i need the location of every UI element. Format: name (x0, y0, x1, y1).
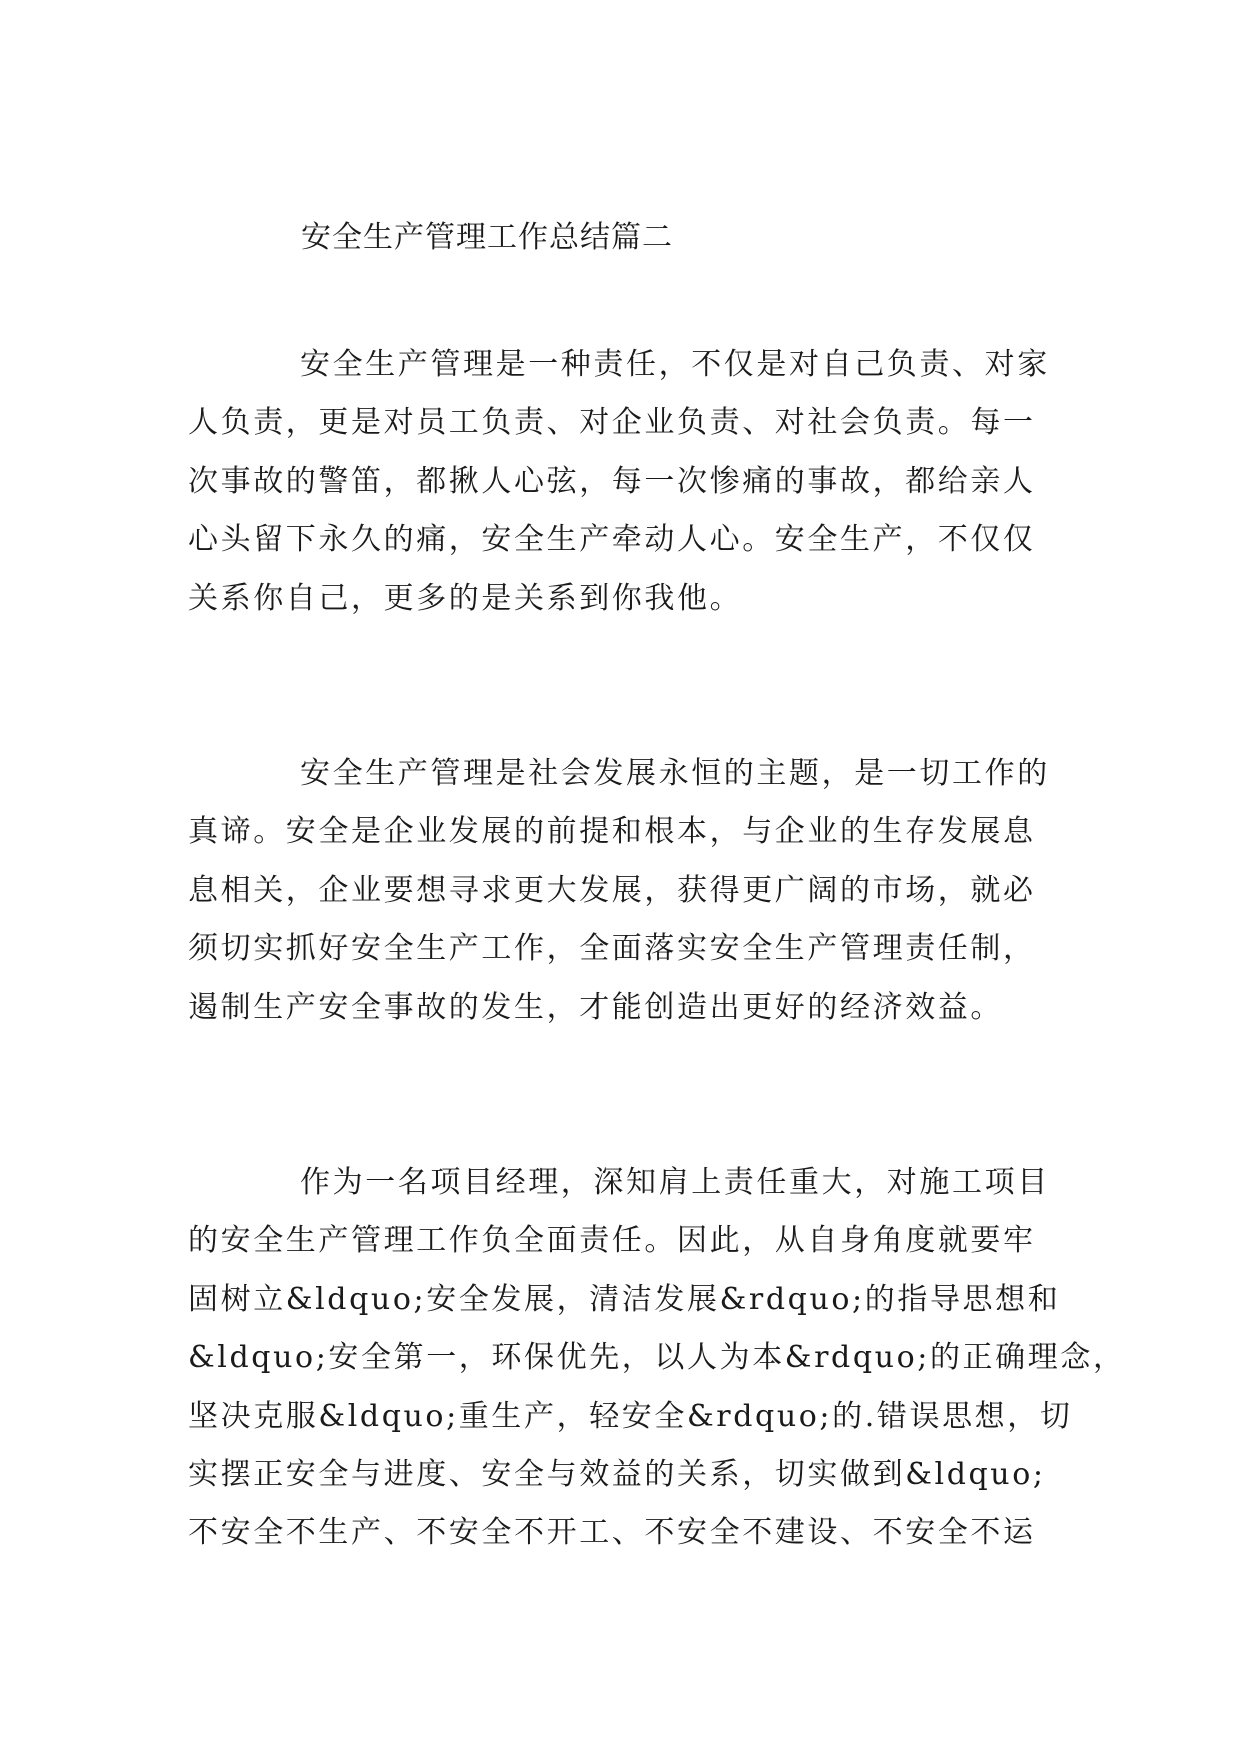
paragraph-2 (188, 745, 1068, 1037)
paragraph-line: 固树立&ldquo;安全发展，清洁发展&rdquo;的指导思想和 (188, 1281, 1061, 1317)
paragraph-line: 心头留下永久的痛，安全生产牵动人心。安全生产，不仅仅 (188, 522, 1036, 558)
paragraph-line: 安全生产管理是一种责任，不仅是对自己负责、对家 (300, 347, 1050, 382)
paragraph-line: 遏制生产安全事故的发生，才能创造出更好的经济效益。 (188, 989, 1003, 1025)
paragraph-line: 坚决克服&ldquo;重生产，轻安全&rdquo;的.错误思想，切 (188, 1398, 1073, 1434)
paragraph-line: 实摆正安全与进度、安全与效益的关系，切实做到&ldquo; (188, 1456, 1046, 1492)
paragraph-line: 不安全不生产、不安全不开工、不安全不建设、不安全不运 (188, 1515, 1036, 1551)
paragraph-line: 作为一名项目经理，深知肩上责任重大，对施工项目 (300, 1165, 1050, 1200)
paragraph-line: 人负责，更是对员工负责、对企业负责、对社会负责。每一 (188, 405, 1036, 441)
paragraph-line: 关系你自己，更多的是关系到你我他。 (188, 580, 743, 616)
paragraph-line: 安全生产管理是社会发展永恒的主题，是一切工作的 (300, 756, 1050, 791)
paragraph-line: 须切实抓好安全生产工作，全面落实安全生产管理责任制， (188, 931, 1036, 967)
paragraph-line: 次事故的警笛，都揪人心弦，每一次惨痛的事故，都给亲人 (188, 463, 1036, 499)
paragraph-line: 的安全生产管理工作负全面责任。因此，从自身角度就要牢 (188, 1223, 1036, 1259)
paragraph-line: 息相关，企业要想寻求更大发展，获得更广阔的市场，就必 (188, 872, 1036, 908)
document-title: 安全生产管理工作总结篇二 (301, 220, 673, 255)
paragraph-1 (188, 336, 1068, 628)
paragraph-line: 真谛。安全是企业发展的前提和根本，与企业的生存发展息 (188, 814, 1036, 850)
paragraph-line: &ldquo;安全第一，环保优先，以人为本&rdquo;的正确理念， (188, 1340, 1126, 1376)
paragraph-3 (188, 1154, 1126, 1563)
